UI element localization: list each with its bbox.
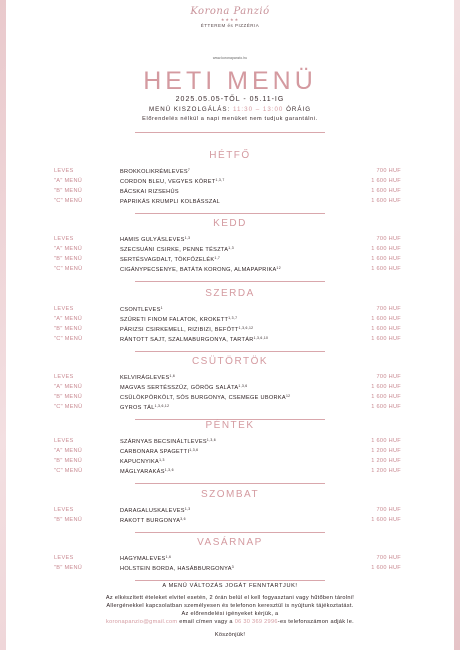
allergen-codes: 1,3 <box>228 246 234 250</box>
menu-price: 1 600 HUF <box>371 394 401 400</box>
allergen-codes: 1,6 <box>169 374 176 378</box>
menu-dish <box>120 188 179 195</box>
allergen-codes: 1,3,6 <box>238 384 248 388</box>
menu-dish <box>120 316 237 323</box>
menu-row <box>6 336 454 345</box>
allergen-codes: 1,6 <box>165 555 172 559</box>
day-title: CSÜTÖRTÖK <box>191 356 269 367</box>
menu-price: 1 600 HUF <box>371 198 401 204</box>
menu-dish <box>120 394 290 401</box>
menu-category: "A" MENÜ <box>54 316 83 322</box>
menu-dish <box>120 404 169 411</box>
menu-row <box>6 256 454 265</box>
menu-row <box>6 438 454 447</box>
day-title: SZERDA <box>205 288 255 299</box>
dish-name: SZÁRNYAS BECSINÁLTLEVES <box>120 439 207 445</box>
menu-dish <box>120 384 247 391</box>
allergen-codes: 1,3,6 <box>164 468 174 472</box>
menu-row <box>6 448 454 457</box>
dish-name: MÁGLYARAKÁS <box>120 469 165 475</box>
hours-value: 11:30 – 13:00 <box>232 106 284 113</box>
dish-name: SERTÉSVAGDALT, TÖKFŐZELÉK <box>120 257 215 263</box>
menu-category: "B" MENÜ <box>54 326 83 332</box>
menu-price: 1 600 HUF <box>371 517 401 523</box>
menu-category: LEVES <box>54 374 74 380</box>
dish-name: HAMIS GULYÁSLEVES <box>120 237 185 243</box>
dish-name: PAPRIKÁS KRUMPLI KOLBÁSSZAL <box>120 199 221 205</box>
menu-category: "A" MENÜ <box>54 178 83 184</box>
allergen-codes: 1 <box>160 306 163 310</box>
footer-line-3: Az előrendelési igényeket kérjük, a <box>181 611 279 617</box>
menu-row <box>6 384 454 393</box>
menu-price: 1 600 HUF <box>371 384 401 390</box>
menu-dish <box>120 458 165 465</box>
menu-category: "C" MENÜ <box>54 198 83 204</box>
page-title: HETI MENÜ <box>143 67 317 95</box>
menu-dish <box>120 326 253 333</box>
menu-sheet <box>6 0 454 650</box>
dish-name: DARAGALUSKALEVES <box>120 508 185 514</box>
menu-dish <box>120 266 281 273</box>
logo-stars: ★★★★ <box>220 17 240 22</box>
menu-dish <box>120 168 190 175</box>
allergen-codes: 1,7 <box>214 256 221 260</box>
logo-subtitle: ÉTTEREM és PIZZÉRIA <box>200 23 260 28</box>
dish-name: PÁRIZSI CSIRKEMELL, RIZIBIZI, BEFŐTT <box>120 327 239 333</box>
dish-name: CARBONARA SPAGETTI <box>120 449 190 455</box>
phone-link[interactable]: 06 30 369 2996 <box>234 619 278 625</box>
menu-category: "A" MENÜ <box>54 384 83 390</box>
menu-row <box>6 374 454 383</box>
menu-row <box>6 507 454 516</box>
preorder-notice: Előrendelés nélkül a napi menüket nem tudjuk garantálni. <box>142 116 318 122</box>
menu-category: "A" MENÜ <box>54 246 83 252</box>
divider <box>135 351 325 352</box>
dish-name: HAGYMALEVES <box>120 556 166 562</box>
menu-dish <box>120 374 175 381</box>
menu-category: "C" MENÜ <box>54 468 83 474</box>
menu-category: "B" MENÜ <box>54 458 83 464</box>
dish-name: CSONTLEVES <box>120 307 161 313</box>
menu-dish <box>120 448 198 455</box>
dish-name: MAGVAS SERTÉSSZŰZ, GÖRÖG SALÁTA <box>120 385 239 391</box>
menu-category: LEVES <box>54 507 74 513</box>
logo-script-name: Korona Panzió <box>190 6 270 17</box>
menu-dish <box>120 198 220 205</box>
dish-name: SZECSUÁNI CSIRKE, PENNE TÉSZTA <box>120 247 229 253</box>
menu-row <box>6 178 454 187</box>
allergen-codes: 1,3 <box>184 507 191 511</box>
menu-dish <box>120 256 220 263</box>
menu-category: "C" MENÜ <box>54 404 83 410</box>
allergen-codes: 12 <box>285 394 291 398</box>
allergen-codes: 1,3,7 <box>215 178 225 182</box>
allergen-codes: 1,3 <box>184 236 191 240</box>
divider <box>135 281 325 282</box>
menu-row <box>6 404 454 413</box>
menu-category: "B" MENÜ <box>54 517 83 523</box>
menu-price: 1 200 HUF <box>371 458 401 464</box>
menu-price: 1 600 HUF <box>371 246 401 252</box>
menu-row <box>6 458 454 467</box>
day-title: KEDD <box>213 218 247 229</box>
menu-price: 700 HUF <box>376 555 401 561</box>
menu-row <box>6 565 454 574</box>
footer-line-4-end: -es telefonszámon adják le. <box>277 619 354 625</box>
menu-category: LEVES <box>54 555 74 561</box>
allergen-codes: 3,6 <box>180 517 186 521</box>
menu-category: "B" MENÜ <box>54 188 83 194</box>
menu-price: 1 600 HUF <box>371 438 401 444</box>
menu-price: 1 600 HUF <box>371 256 401 262</box>
divider <box>135 483 325 484</box>
allergen-codes: 1,3,6,12 <box>154 404 170 408</box>
menu-row <box>6 517 454 526</box>
menu-dish <box>120 517 186 524</box>
divider <box>135 213 325 214</box>
dish-name: RAKOTT BURGONYA <box>120 518 181 524</box>
menu-price: 1 600 HUF <box>371 188 401 194</box>
menu-category: LEVES <box>54 438 74 444</box>
menu-category: "B" MENÜ <box>54 394 83 400</box>
allergen-codes: 1,3,6 <box>189 448 199 452</box>
hours-prefix: MENÜ KISZOLGÁLÁS: <box>148 106 231 113</box>
hours-suffix: ÓRÁIG <box>286 106 312 113</box>
menu-row <box>6 555 454 564</box>
menu-price: 1 600 HUF <box>371 316 401 322</box>
footer-line-4 <box>6 619 454 625</box>
allergen-codes: 1,3,6,12 <box>238 326 254 330</box>
menu-row <box>6 246 454 255</box>
footer-line-2: Allergénekkel kapcsolatban személyesen és telefonon keresztül is nyújtunk tájékoztatást. <box>106 603 354 609</box>
dish-name: HOLSTEIN BORDA, HASÁBBURGONYA <box>120 566 232 572</box>
allergen-codes: 3 <box>231 565 234 569</box>
day-title: PÉNTEK <box>205 420 255 431</box>
menu-row <box>6 306 454 315</box>
dish-name: KAPUCNYIKA <box>120 459 160 465</box>
allergen-codes: 1,3 <box>159 458 165 462</box>
menu-category: "A" MENÜ <box>54 448 83 454</box>
menu-row <box>6 394 454 403</box>
day-title: SZOMBAT <box>200 489 260 500</box>
serving-hours <box>6 106 454 113</box>
footer-thanks: Köszönjük! <box>214 632 246 638</box>
menu-dish <box>120 507 190 514</box>
menu-row <box>6 188 454 197</box>
menu-price: 1 600 HUF <box>371 404 401 410</box>
menu-price: 1 600 HUF <box>371 326 401 332</box>
footer-rights: A MENÜ VÁLTOZÁS JOGÁT FENNTARTJUK! <box>162 583 298 589</box>
menu-row <box>6 468 454 477</box>
dish-name: BROKKOLIKRÉMLEVES <box>120 169 188 175</box>
menu-category: "C" MENÜ <box>54 336 83 342</box>
email-link[interactable]: koronapanzio@gmail.com <box>106 619 178 625</box>
menu-category: "B" MENÜ <box>54 256 83 262</box>
divider <box>135 580 325 581</box>
menu-row <box>6 266 454 275</box>
menu-category: LEVES <box>54 306 74 312</box>
dish-name: BÁCSKAI RIZSEHÚS <box>120 189 179 195</box>
logo <box>6 6 454 28</box>
website-text: www.koronapanzio.hu <box>212 56 248 60</box>
footer-line-1: Az elkészített ételeket elvitel esetén, 2 órán belül el kell fogyasztani vagy hűtőben tárolni! <box>105 595 355 601</box>
divider <box>135 532 325 533</box>
menu-row <box>6 316 454 325</box>
menu-price: 700 HUF <box>376 306 401 312</box>
menu-category: LEVES <box>54 168 74 174</box>
menu-dish <box>120 565 234 572</box>
menu-dish <box>120 236 190 243</box>
menu-price: 1 200 HUF <box>371 468 401 474</box>
allergen-codes: 1,3,6 <box>206 438 216 442</box>
menu-dish <box>120 306 163 313</box>
day-title: HÉTFŐ <box>209 150 251 161</box>
menu-dish <box>120 438 216 445</box>
dish-name: KELVIRÁGLEVES <box>120 375 170 381</box>
dish-name: CSÜLÖKPÖRKÖLT, SÓS BURGONYA, CSEMEGE UBORKA <box>120 395 286 401</box>
menu-dish <box>120 178 225 185</box>
menu-dish <box>120 555 171 562</box>
menu-price: 1 600 HUF <box>371 565 401 571</box>
menu-row <box>6 198 454 207</box>
menu-category: LEVES <box>54 236 74 242</box>
dish-name: CORDON BLEU, VEGYES KÖRET <box>120 179 216 185</box>
date-range: 2025.05.05-TŐL - 05.11-IG <box>175 96 285 103</box>
allergen-codes: 1,3,6,10 <box>253 336 269 340</box>
day-title: VASÁRNAP <box>197 537 263 548</box>
menu-dish <box>120 468 174 475</box>
allergen-codes: 1,3,7 <box>228 316 238 320</box>
menu-row <box>6 168 454 177</box>
dish-name: GYROS TÁL <box>120 405 155 411</box>
menu-category: "C" MENÜ <box>54 266 83 272</box>
menu-price: 1 200 HUF <box>371 448 401 454</box>
dish-name: SZÜRETI FINOM FALATOK, KROKETT <box>120 317 229 323</box>
dish-name: RÁNTOTT SAJT, SZALMABURGONYA, TARTÁR <box>120 337 254 343</box>
menu-row <box>6 326 454 335</box>
divider <box>135 132 325 133</box>
menu-price: 700 HUF <box>376 374 401 380</box>
menu-price: 1 600 HUF <box>371 336 401 342</box>
menu-price: 700 HUF <box>376 168 401 174</box>
menu-price: 1 600 HUF <box>371 266 401 272</box>
menu-dish <box>120 336 268 343</box>
footer-line-4-mid: email címen vagy a <box>179 619 233 625</box>
menu-price: 700 HUF <box>376 507 401 513</box>
menu-price: 1 600 HUF <box>371 178 401 184</box>
menu-row <box>6 236 454 245</box>
allergen-codes: 7 <box>187 168 191 172</box>
allergen-codes: 12 <box>276 266 281 270</box>
dish-name: CIGÁNYPECSENYE, BATÁTA KORONG, ALMAPAPRIKA <box>120 267 277 273</box>
menu-category: "B" MENÜ <box>54 565 83 571</box>
menu-dish <box>120 246 234 253</box>
menu-price: 700 HUF <box>376 236 401 242</box>
